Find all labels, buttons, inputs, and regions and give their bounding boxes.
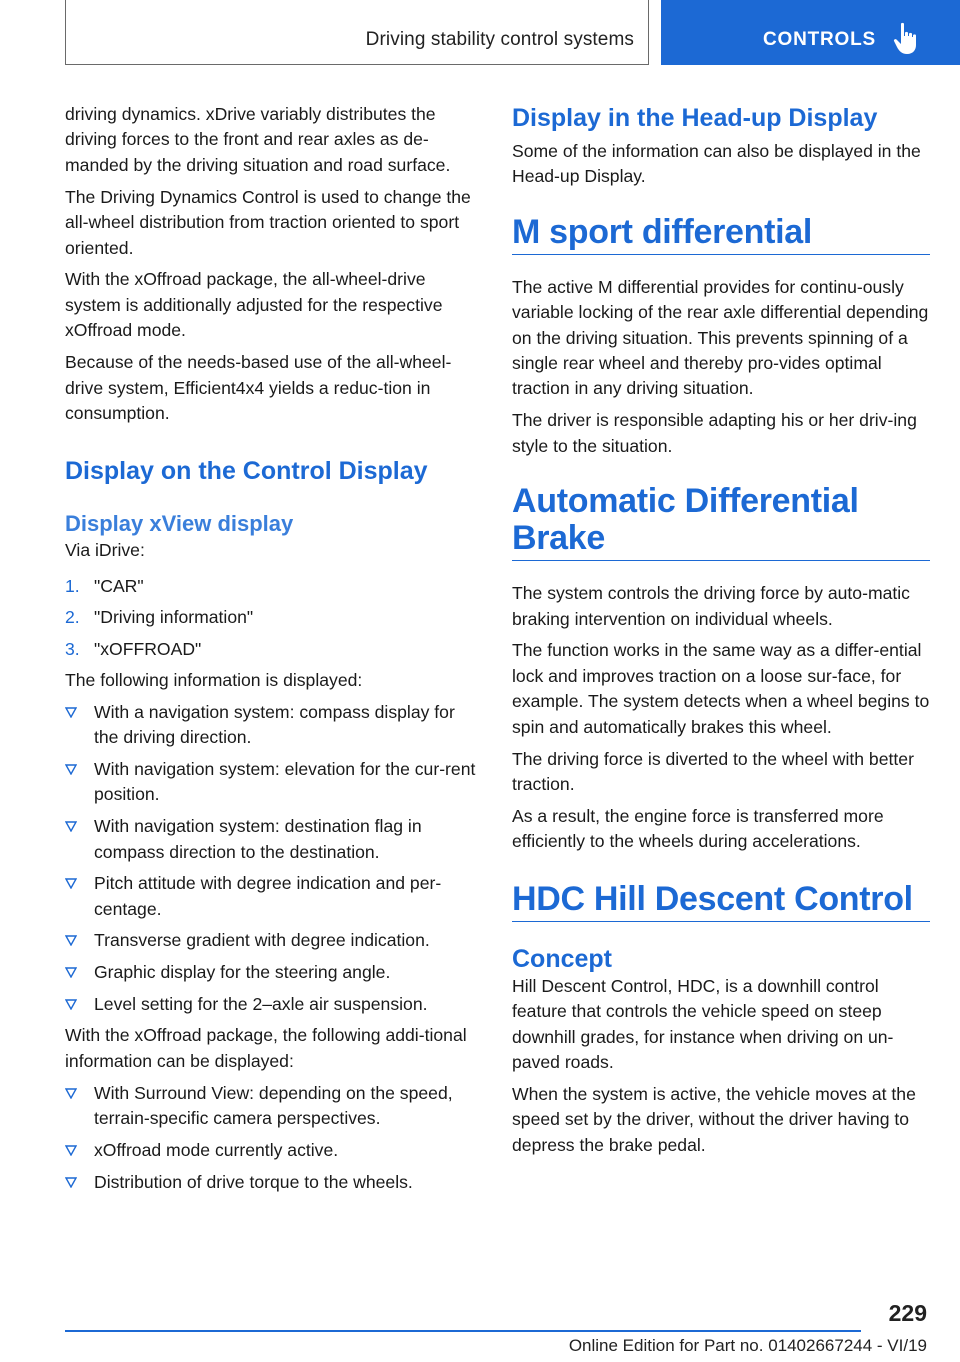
triangle-bullet-icon [65, 764, 77, 775]
section-title: Driving stability control systems [365, 29, 634, 50]
triangle-bullet-icon [65, 1177, 77, 1188]
paragraph: Because of the needs-based use of the all-wheel-drive system, Efficient4x4 yields a reduc‐tion in consumption. [65, 352, 452, 423]
triangle-bullet-icon [65, 1088, 77, 1099]
page-number: 229 [888, 1300, 927, 1326]
paragraph: The following information is displayed: [65, 670, 363, 690]
header-section-box [65, 0, 649, 65]
paragraph: The active M differential provides for continu‐ously variable locking of the rear axle differential depending on the driving situation. This prevents spinning of a single rear wheel and thereby pro‐vides optimal traction in any driving situation. [512, 276, 929, 399]
list-item [65, 928, 483, 953]
paragraph: The driving force is diverted to the wheel with better traction. [512, 748, 914, 794]
bullet-text: With navigation system: elevation for the cur‐rent position. [94, 759, 476, 805]
paragraph: Via iDrive: [65, 540, 145, 561]
paragraph: When the system is active, the vehicle moves at the speed set by the driver, without the driver having to depress the brake pedal. [512, 1083, 916, 1155]
list-item [65, 814, 483, 865]
pointing-hand-icon [893, 22, 923, 56]
list-item [65, 637, 483, 662]
list-item [65, 700, 483, 751]
triangle-bullet-icon [65, 1145, 77, 1156]
step-number: 2. [65, 607, 80, 628]
paragraph: Hill Descent Control, HDC, is a downhill control feature that controls the vehicle speed on steep downhill grades, for instance when driving on un‐paved roads. [512, 975, 894, 1072]
list-item [65, 871, 483, 922]
heading-automatic-differential-brake: Automatic Differential Brake [512, 483, 930, 561]
heading-concept: Concept [512, 944, 612, 973]
bullet-text: xOffroad mode currently active. [94, 1139, 339, 1160]
step-text: "xOFFROAD" [94, 638, 202, 659]
triangle-bullet-icon [65, 967, 77, 978]
bullet-list-xoffroad [65, 1081, 483, 1195]
footer-edition: Online Edition for Part no. 01402667244 - VI/19 [568, 1336, 927, 1355]
bullet-text: Graphic display for the steering angle. [94, 962, 391, 983]
heading-head-up-display: Display in the Head-up Display [512, 104, 878, 132]
bullet-text: Transverse gradient with degree indication. [94, 930, 430, 951]
step-number: 3. [65, 638, 80, 659]
triangle-bullet-icon [65, 878, 77, 889]
controls-tab[interactable] [661, 0, 960, 65]
list-item [65, 1081, 483, 1132]
left-column [65, 102, 483, 1201]
heading-xview-display: Display xView display [65, 511, 294, 537]
paragraph: With the xOffroad package, the following addi‐tional information can be displayed: [65, 1025, 467, 1071]
bullet-text: Distribution of drive torque to the wheels. [94, 1171, 413, 1192]
paragraph: The Driving Dynamics Control is used to change the all-wheel distribution from traction oriented to sport oriented. [65, 186, 471, 258]
paragraph: The driver is responsible adapting his or her driv‐ing style to the situation. [512, 410, 917, 456]
bullet-text: Pitch attitude with degree indication and per‐centage. [94, 873, 442, 919]
bullet-list-info [65, 700, 483, 1017]
triangle-bullet-icon [65, 707, 77, 718]
step-text: "CAR" [94, 575, 144, 596]
triangle-bullet-icon [65, 999, 77, 1010]
list-item [65, 1138, 483, 1163]
bullet-text: With a navigation system: compass display for the driving direction. [94, 701, 455, 748]
paragraph: As a result, the engine force is transferred more efficiently to the wheels during accelerations. [512, 805, 884, 852]
idrive-steps [65, 574, 483, 662]
paragraph: driving dynamics. xDrive variably distributes the driving forces to the front and rear axles as de‐manded by the driving situation and road surface. [65, 104, 451, 175]
controls-tab-label: CONTROLS [763, 29, 877, 50]
list-item [65, 960, 483, 985]
triangle-bullet-icon [65, 821, 77, 832]
heading-hdc-hill-descent-control: HDC Hill Descent Control [512, 881, 930, 922]
footer-divider [65, 1330, 861, 1332]
bullet-text: Level setting for the 2–axle air suspension. [94, 993, 428, 1014]
triangle-bullet-icon [65, 935, 77, 946]
list-item [65, 605, 483, 630]
bullet-text: With Surround View: depending on the speed, terrain-specific camera perspectives. [94, 1082, 453, 1129]
paragraph: The system controls the driving force by auto‐matic braking intervention on individual wheels. [512, 583, 910, 629]
paragraph: Some of the information can also be displayed in the Head-up Display. [512, 141, 921, 187]
step-number: 1. [65, 575, 80, 596]
paragraph: The function works in the same way as a differ‐ential lock and improves traction on a loose sur‐face, for example. The system detects when a wheel begins to spin and automatically brakes this wheel. [512, 640, 930, 737]
list-item [65, 992, 483, 1017]
step-text: "Driving information" [94, 607, 254, 628]
heading-control-display: Display on the Control Display [65, 457, 428, 486]
paragraph: With the xOffroad package, the all-wheel-drive system is additionally adjusted for the respective xOffroad mode. [65, 269, 443, 341]
right-column [512, 102, 930, 1165]
list-item [65, 1170, 483, 1195]
list-item [65, 574, 483, 599]
heading-m-sport-differential: M sport differential [512, 214, 930, 255]
list-item [65, 757, 483, 808]
bullet-text: With navigation system: destination flag in compass direction to the destination. [94, 816, 422, 862]
